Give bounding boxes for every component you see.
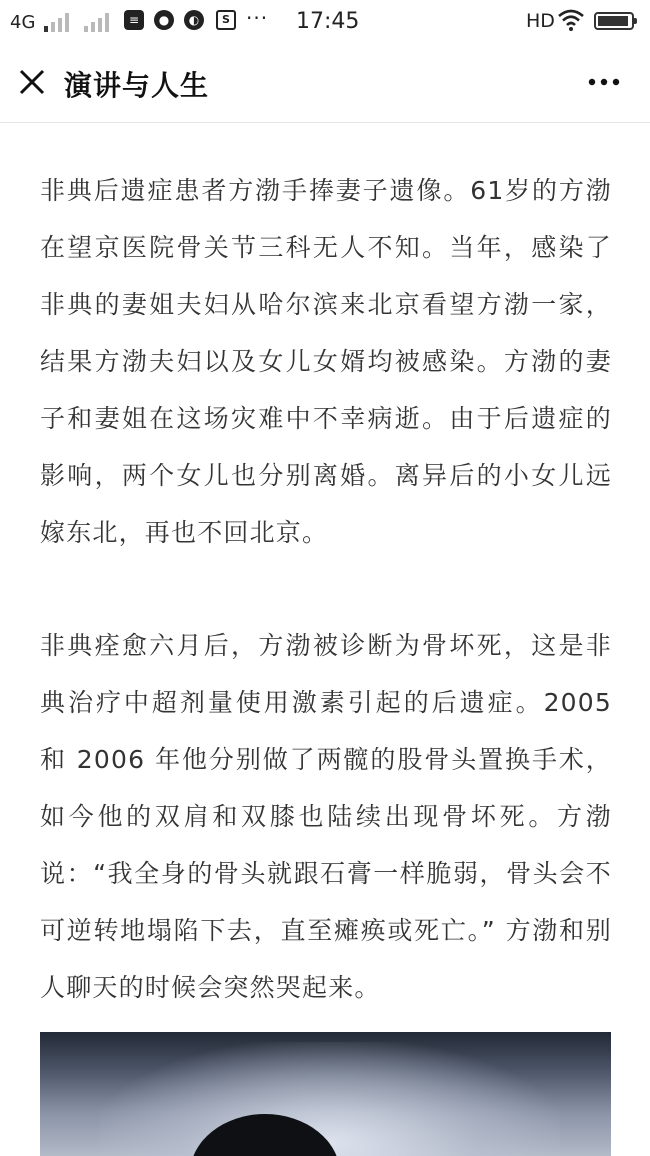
signal-icon [84, 12, 110, 32]
clock: 17:45 [296, 9, 360, 34]
status-bar [0, 0, 650, 44]
battery-icon [594, 12, 634, 30]
photo-backlight [100, 1042, 560, 1156]
more-notifications-icon: ··· [246, 6, 269, 30]
signal-icon [44, 12, 70, 32]
network-type: 4G [10, 12, 36, 33]
nav-bar [0, 44, 650, 123]
hd-indicator: HD [526, 10, 555, 32]
wifi-icon [558, 8, 584, 32]
article-paragraph: 非典后遗症患者方渤手捧妻子遗像。61岁的方渤在望京医院骨关节三科无人不知。当年，感染了非典的妻姐夫妇从哈尔滨来北京看望方渤一家，结果方渤夫妇以及女儿女婿均被感染。方渤的妻子和妻姐在这场灾难中不幸病逝。由于后遗症的影响，两个女儿也分别离婚。离异后的小女儿远嫁东北，再也不回北京。 [40, 176, 612, 547]
database-icon: ≡ [124, 10, 144, 30]
close-icon[interactable] [16, 66, 48, 98]
article-body [40, 162, 612, 1072]
article-photo [40, 1032, 611, 1156]
app-icon: ◐ [184, 10, 204, 30]
article-paragraph: 非典痊愈六月后，方渤被诊断为骨坏死，这是非典治疗中超剂量使用激素引起的后遗症。2005 和 2006 年他分别做了两髋的股骨头置换手术，如今他的双肩和双膝也陆续出现骨坏死。方渤说：“我全身的骨头就跟石膏一样脆弱，骨头会不可逆转地塌陷下去，直至瘫痪或死亡。” 方渤和别人聊天的时候会突然哭起来。 [40, 631, 612, 1002]
more-dots-icon[interactable] [584, 70, 624, 94]
page-title: 演讲与人生 [64, 69, 210, 102]
app-icon: ● [154, 10, 174, 30]
s-badge-icon: S [216, 10, 236, 30]
